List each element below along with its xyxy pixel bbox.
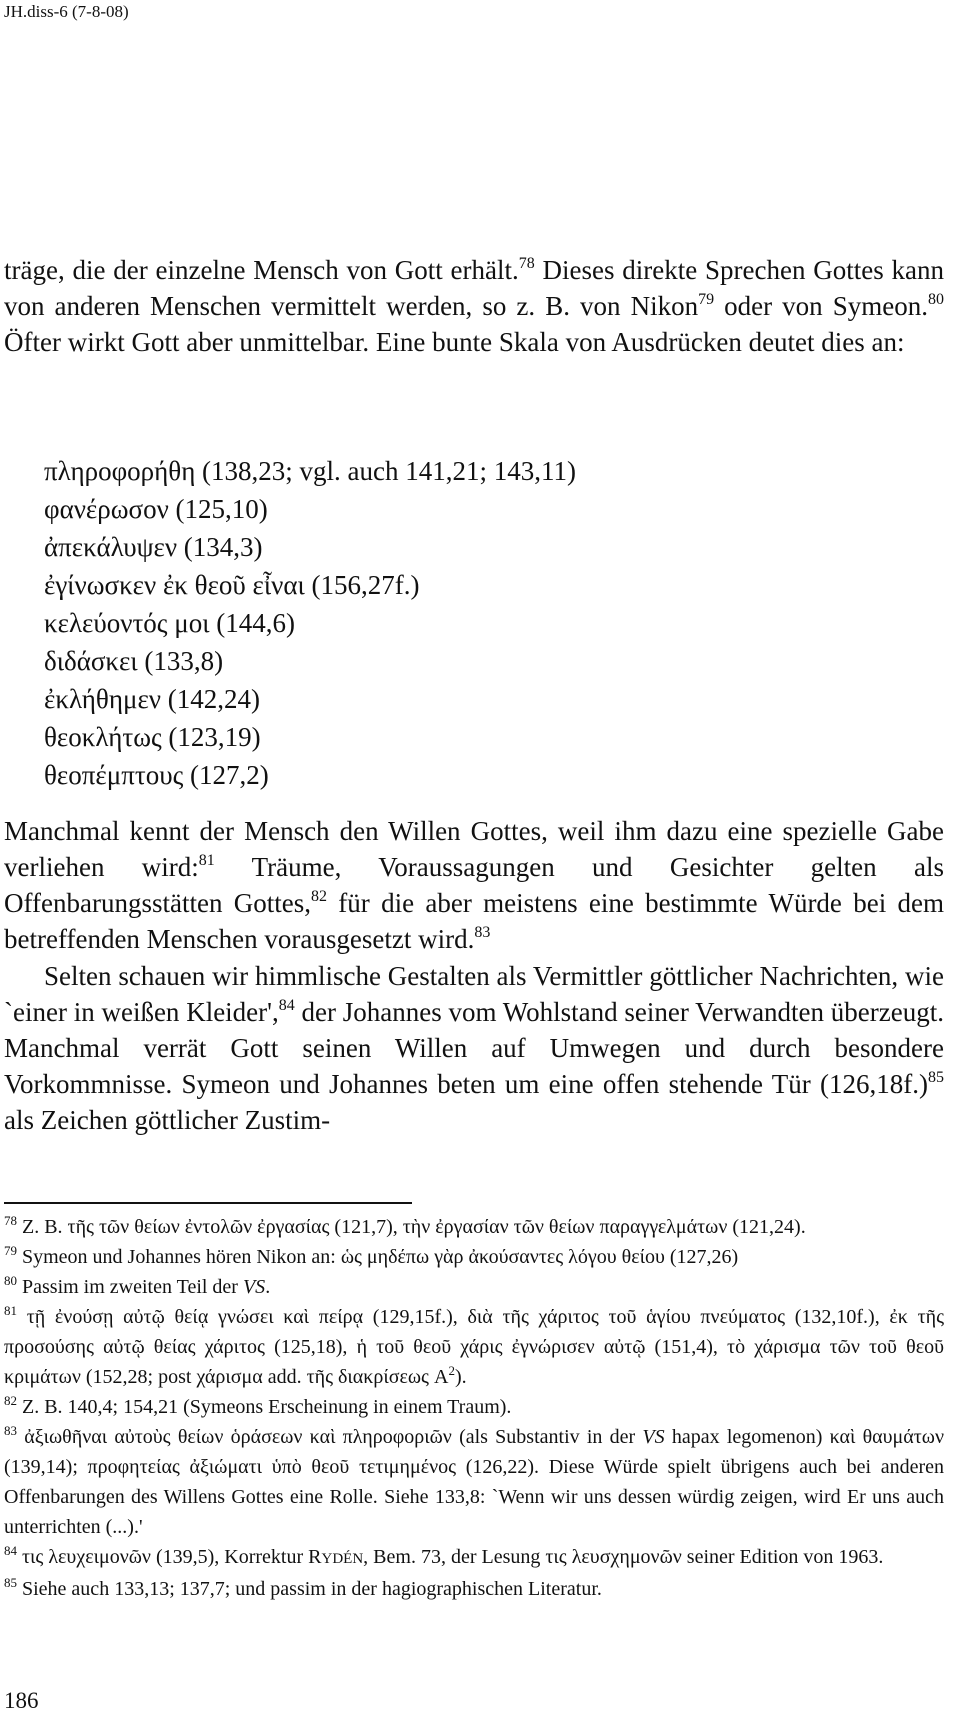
footnote-number: 85 (4, 1575, 17, 1590)
greek-term: ἀπεκάλυψεν (134,3) (44, 532, 263, 562)
footnote-number: 81 (4, 1303, 17, 1318)
greek-term: ἐκλήθημεν (142,24) (44, 684, 260, 714)
footnote-ref-82[interactable]: 82 (310, 888, 327, 905)
greek-term-list (44, 452, 576, 794)
footnote-79: $^{79}$ Symeon und Johannes hören Nikon an: ὡς μηδέπω γὰρ ἀκούσαντες λόγου θείου (127,26) (4, 1243, 739, 1268)
footnote-number: 79 (4, 1243, 17, 1258)
vs-abbrev: VS (642, 1426, 665, 1448)
running-header: JH.diss-6 (7-8-08) (4, 2, 129, 21)
footnote-separator (4, 1202, 412, 1204)
footnote-ref-79[interactable]: 79 (698, 291, 715, 308)
footnote-83: $^{83}$ ἀξιωθῆναι αὐτοὺς θείων ὁράσεων καὶ πληροφοριῶν (als Substantiv in der VS hapax legomenon) καὶ θαυμάτων (139,14); προφητείας ἀξιώματι ὑπὸ θεοῦ τετιμημένος (126,22). Diese Würde spielt übrigens auch bei anderen Offenbarungen des Willens Gottes eine Rolle. Siehe 133,8: `Wenn wir uns dessen würdig zeigen, wird Er uns auch unterrichten (...).' (4, 1423, 945, 1538)
footnote-ref-78[interactable]: 78 (518, 255, 535, 272)
greek-term: ἐγίνωσκεν ἐκ θεοῦ εἶναι (156,27f.) (44, 570, 420, 600)
footnote-ref-84[interactable]: 84 (278, 997, 295, 1014)
footnote-number: 82 (4, 1393, 17, 1408)
manuscript-siglum-sup: 2 (448, 1363, 455, 1378)
greek-term: πληροφορήθη (138,23; vgl. auch 141,21; 143,11) (44, 456, 577, 486)
footnote-84: $^{84}$ τις λευχειμονῶν (139,5), Korrektur RYDÉN, Bem. 73, der Lesung τις λευσχημονῶν seiner Edition von 1963. (4, 1543, 884, 1568)
footnote-number: 80 (4, 1273, 17, 1288)
greek-term: διδάσκει (133,8) (44, 646, 224, 676)
footnote-number: 84 (4, 1543, 17, 1558)
footnote-number: 83 (4, 1423, 17, 1438)
footnote-85: $^{85}$ Siehe auch 133,13; 137,7; und passim in der hagiographischen Literatur. (4, 1575, 602, 1600)
paragraph-1: träge, die der einzelne Mensch von Gott erhält.$^{78}$ Dieses direkte Sprechen Gottes kann von anderen Menschen vermittelt werden, so z. B. von Nikon$^{79}$ oder von Symeon.$^{80}$ Öfter wirkt Gott aber unmittelbar. Eine bunte Skala von Ausdrücken deutet dies an: (4, 255, 944, 357)
footnote-number: 78 (4, 1213, 17, 1228)
footnote-82: $^{82}$ Z. B. 140,4; 154,21 (Symeons Erscheinung in einem Traum). (4, 1393, 512, 1418)
paragraph-3: Selten schauen wir himmlische Gestalten als Vermittler göttlicher Nachrichten, wie `einer in weißen Kleider',$^{84}$ der Johannes vom Wohlstand seiner Verwandten überzeugt. Manchmal verrät Gott seinen Willen auf Umwegen und durch besondere Vorkommnisse. Symeon und Johannes beten um eine offen stehende Tür $(126,18f.)^{85}$ als Zeichen göttlicher Zustim- (4, 961, 944, 1135)
footnote-ref-81[interactable]: 81 (198, 852, 215, 869)
footnote-78: $^{78}$ Z. B. τῆς τῶν θείων ἐντολῶν ἐργασίας (121,7), τὴν ἐργασίαν τῶν θείων παραγγελμάτων (121,24). (4, 1213, 806, 1238)
footnote-ref-85[interactable]: 85 (928, 1069, 944, 1086)
page-number: 186 (4, 1688, 39, 1713)
greek-term: θεοπέμπτους (127,2) (44, 760, 269, 790)
author-smallcaps: RYDÉN (308, 1546, 364, 1568)
footnote-ref-80[interactable]: 80 (928, 291, 944, 308)
paragraph-2: Manchmal kennt der Mensch den Willen Gottes, weil ihm dazu eine spezielle Gabe verliehen wird:$^{81}$ Träume, Voraussagungen und Gesichter gelten als Offenbarungsstätten Gottes,$^{82}$ für die aber meistens eine bestimmte Würde bei dem betreffenden Menschen vorausgesetzt wird.$^{83}$ (4, 816, 944, 954)
greek-term: φανέρωσον (125,10) (44, 494, 268, 524)
greek-term: θεοκλήτως (123,19) (44, 722, 261, 752)
footnote-80: $^{80}$ Passim im zweiten Teil der VS. (4, 1273, 271, 1298)
greek-term: κελεύοντός μοι (144,6) (44, 608, 295, 638)
footnotes (4, 1212, 944, 1604)
footnote-81: $^{81}$ τῇ ἐνούσῃ αὐτῷ θείᾳ γνώσει καὶ πείρᾳ (129,15f.), διὰ τῆς χάριτος τοῦ ἁγίου πνεύματος (132,10f.), ἐκ τῆς προσούσης αὐτῷ θείας χάριτος (125,18), ἡ τοῦ θεοῦ χάρις ἐγνώρισεν αὐτῷ (151,4), τὸ χάρισμα τῶν τοῦ θεοῦ κριμάτων (152,28; post χάρισμα add. τῆς διακρίσεως $A^2$). (4, 1303, 944, 1388)
footnote-ref-83[interactable]: 83 (474, 924, 491, 941)
vs-abbrev: VS (242, 1276, 266, 1298)
